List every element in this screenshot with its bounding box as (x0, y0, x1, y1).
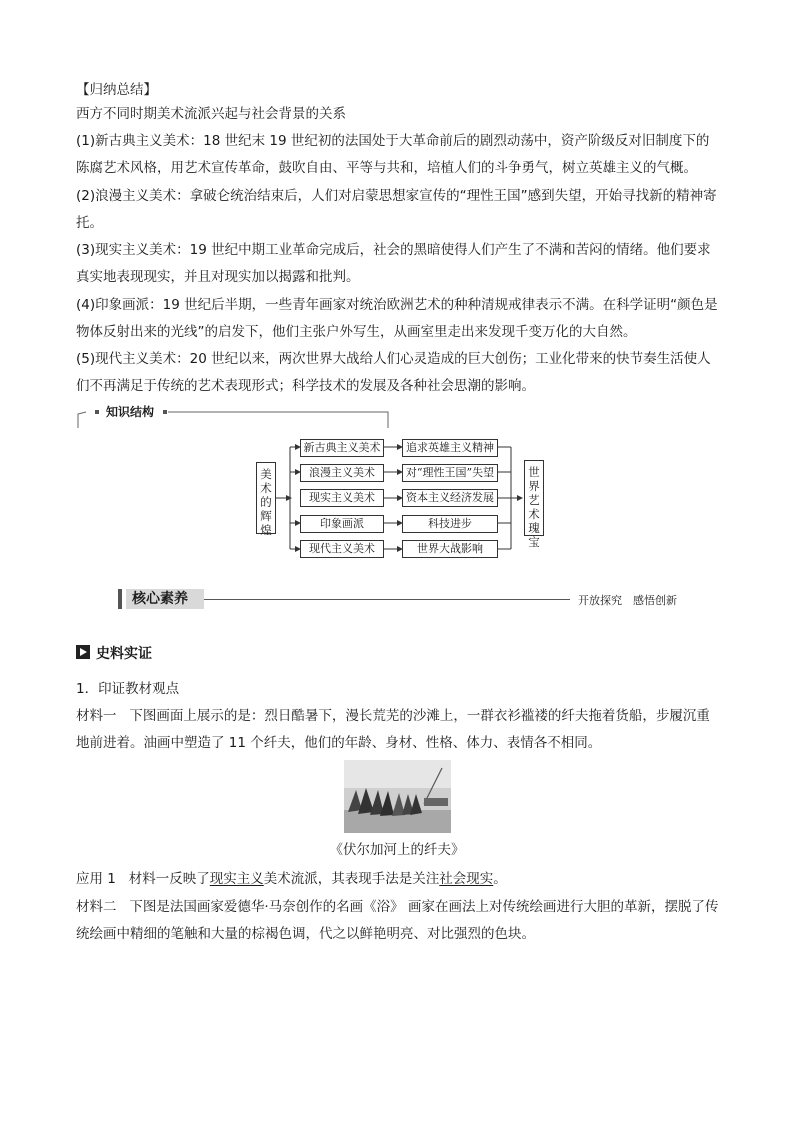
structure-left-label: 美术的辉煌 (260, 467, 272, 537)
item-text: 现代主义美术：20 世纪以来，两次世界大战给人们心灵造成的巨大创伤；工业化带来的快节奏生活使人们不再满足于传统的艺术表现形式；科学技术的发展及各种社会思潮的影响。 (76, 351, 711, 394)
item-number: (5) (76, 351, 96, 367)
material-2-label: 材料二 (76, 899, 117, 915)
structure-style-5: 现代主义美术 (300, 540, 384, 558)
summary-heading: 【归纳总结】 (76, 82, 157, 98)
play-icon (76, 645, 90, 659)
structure-dot-left (95, 410, 99, 414)
summary-item-1 (76, 128, 720, 182)
summary-item-2 (76, 183, 720, 237)
structure-background-2: 对“理性王国”失望 (402, 464, 498, 482)
structure-background-1: 追求英雄主义精神 (402, 439, 498, 457)
structure-style-4: 印象画派 (300, 515, 384, 533)
application-1 (76, 866, 720, 893)
material-2-text: 下图是法国画家爱德华·马奈创作的名画《浴》 画家在画法上对传统绘画进行大胆的革新，摆脱了传统绘画中精细的笔触和大量的棕褐色调，代之以鲜艳明亮、对比强烈的色块。 (76, 899, 719, 942)
material-1-text: 下图画面上展示的是：烈日酷暑下，漫长荒芜的沙滩上，一群衣衫褴褛的纤夫拖着货船，步履沉重地前进着。油画中塑造了 11 个纤夫，他们的年龄、身材、性格、体力、表情各不相同。 (76, 708, 710, 751)
section-title: 史料实证 (96, 646, 152, 662)
item-number: (1) (76, 133, 96, 149)
structure-style-2: 浪漫主义美术 (300, 464, 384, 482)
structure-title: 知识结构 (103, 403, 157, 420)
structure-left-box (256, 462, 276, 537)
structure-dot-right (163, 410, 167, 414)
item-number: (4) (76, 297, 96, 313)
item-text: 现实主义美术：19 世纪中期工业革命完成后，社会的黑暗使得人们产生了不满和苦闷的情绪。他们要求真实地表现现实，并且对现实加以揭露和批判。 (76, 242, 711, 285)
application-1-end: 。 (493, 871, 507, 887)
core-divider (204, 599, 570, 600)
application-1-text: 材料一反映了 (128, 871, 210, 887)
material-2 (76, 894, 720, 948)
item-number: (2) (76, 188, 96, 204)
answer-1: 现实主义 (209, 871, 264, 887)
answer-2: 社会现实 (439, 871, 494, 887)
item-number: (3) (76, 242, 96, 258)
summary-item-5 (76, 346, 720, 400)
painting-image (344, 760, 451, 833)
summary-item-3 (76, 237, 720, 291)
structure-style-3: 现实主义美术 (300, 489, 384, 507)
painting-caption: 《伏尔加河上的纤夫》 (329, 842, 465, 858)
core-title: 核心素养 (126, 589, 204, 609)
item-text: 印象画派：19 世纪后半期，一些青年画家对统治欧洲艺术的种种清规戒律表示不满。在科学证明“颜色是物体反射出来的光线”的启发下，他们主张户外写生，从画室里走出来发现千变万化的大自然。 (76, 297, 718, 340)
application-1-text-mid: 美术流派，其表现手法是关注 (263, 871, 440, 887)
structure-background-4: 科技进步 (402, 515, 498, 533)
structure-background-5: 世界大战影响 (402, 540, 498, 558)
summary-item-4 (76, 292, 720, 346)
core-subtitle: 开放探究 感悟创新 (578, 594, 677, 607)
structure-background-3: 资本主义经济发展 (402, 489, 498, 507)
structure-right-label: 世界艺术瑰宝 (528, 465, 540, 549)
material-1-label: 材料一 (76, 708, 117, 724)
item-text: 新古典主义美术：18 世纪末 19 世纪初的法国处于大革命前后的剧烈动荡中，资产阶级反对旧制度下的陈腐艺术风格，用艺术宣传革命，鼓吹自由、平等与共和，培植人们的斗争勇气，树立英雄主义的气概。 (76, 133, 710, 176)
core-accent-bar (118, 589, 122, 609)
summary-subtitle: 西方不同时期美术流派兴起与社会背景的关系 (76, 106, 346, 122)
structure-right-box (524, 460, 544, 549)
item-text: 浪漫主义美术：拿破仑统治结束后，人们对启蒙思想家宣传的“理性王国”感到失望，开始寻找新的精神寄托。 (76, 188, 717, 231)
material-1 (76, 703, 720, 757)
section-point: 1．印证教材观点 (76, 681, 180, 697)
structure-style-1: 新古典主义美术 (300, 439, 384, 457)
application-1-label: 应用 1 (76, 871, 116, 887)
